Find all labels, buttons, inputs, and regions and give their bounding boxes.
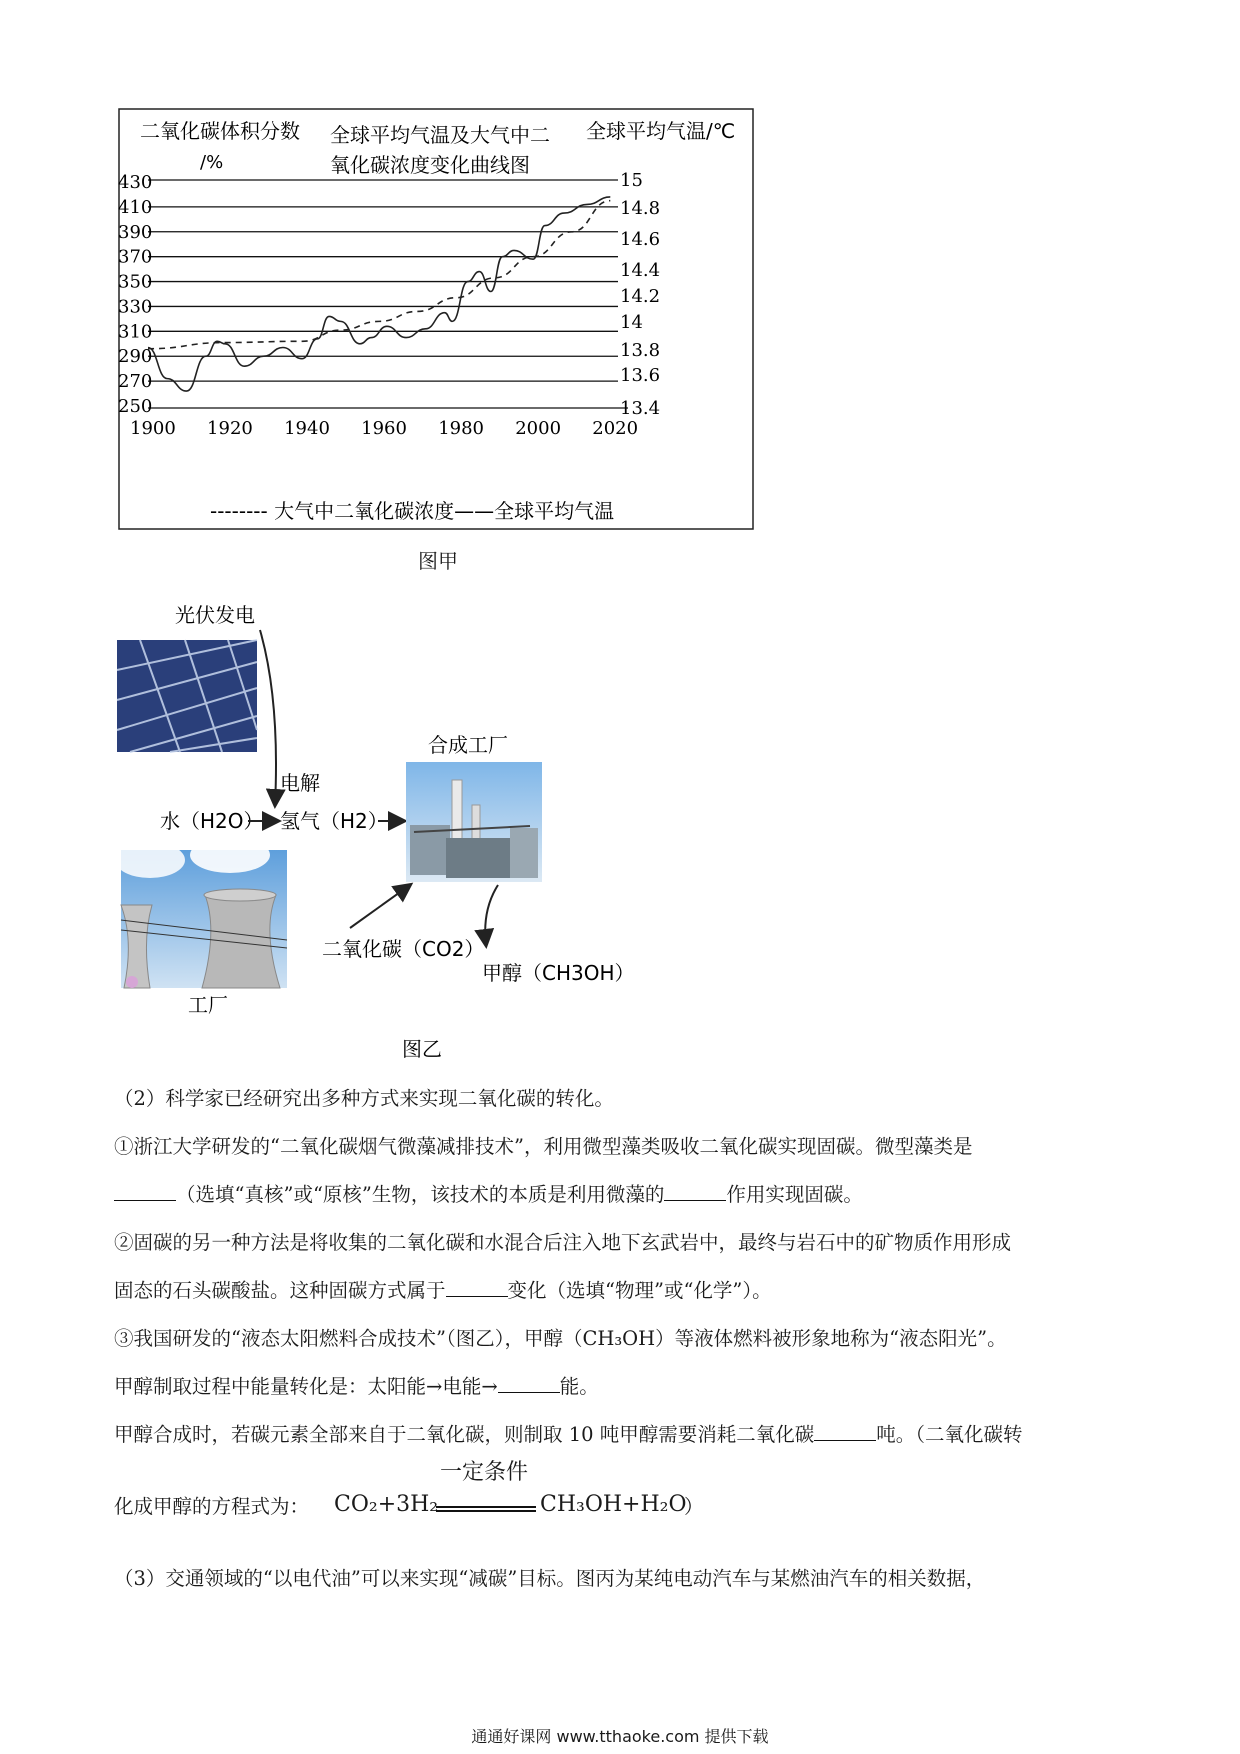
chart-title-line1: 全球平均气温及大气中二 <box>330 123 550 147</box>
paragraph-3-intro: （3）交通领域的“以电代油”可以来实现“减碳”目标。图丙为某纯电动汽车与某燃油汽车的相关数据， <box>114 1567 986 1590</box>
answer-blank-2[interactable] <box>664 1182 726 1201</box>
factory-cooling-tower-image <box>115 837 287 988</box>
left-tick-label: 410 <box>118 196 153 218</box>
paragraph-item-3-mass <box>114 1422 1124 1448</box>
plant-label: 合成工厂 <box>428 733 508 757</box>
chart-grid <box>148 180 628 408</box>
page-footer: 通通好课网 www.tthaoke.com 提供下载 <box>471 1727 769 1746</box>
right-tick-label: 13.8 <box>620 340 661 361</box>
right-tick-label: 14.8 <box>620 198 661 219</box>
answer-blank-4[interactable] <box>498 1374 560 1393</box>
x-tick-label: 1920 <box>207 418 253 439</box>
equation-line <box>114 1460 1124 1520</box>
right-tick-label: 14.6 <box>620 229 661 250</box>
pv-label: 光伏发电 <box>175 603 255 627</box>
electrolysis-label: 电解 <box>280 771 320 795</box>
left-tick-label: 430 <box>118 172 153 193</box>
right-tick-label: 14.2 <box>620 286 661 307</box>
left-tick-label: 370 <box>118 246 153 268</box>
right-tick-label: 15 <box>620 170 643 191</box>
figure-jia-caption: 图甲 <box>418 549 458 573</box>
right-tick-label: 13.6 <box>620 365 661 386</box>
co2-label: 二氧化碳（CO2） <box>322 937 485 961</box>
paragraph-item-3-energy <box>114 1374 1124 1400</box>
text-span: 甲醇合成时，若碳元素全部来自于二氧化碳，则制取 10 吨甲醇需要消耗二氧化碳 <box>114 1423 815 1446</box>
left-tick-label: 290 <box>118 346 153 368</box>
equation-products: CH₃OH+H₂O <box>540 1492 687 1517</box>
factory-label: 工厂 <box>188 993 228 1017</box>
figure-yi-diagram <box>110 600 670 1070</box>
x-tick-label: 1940 <box>284 418 330 439</box>
left-tick-label: 350 <box>118 271 153 293</box>
x-axis-ticks <box>130 418 638 439</box>
paragraph-item-2-cont <box>114 1278 1124 1304</box>
temperature-series <box>148 197 610 391</box>
pv-arrow <box>260 630 276 805</box>
paragraph-item-1: ①浙江大学研发的“二氧化碳烟气微藻减排技术”，利用微型藻类吸收二氧化碳实现固碳。微型藻类是 <box>114 1135 973 1158</box>
answer-blank-1[interactable] <box>114 1182 176 1201</box>
co2-arrow <box>350 885 410 928</box>
figure-yi-caption: 图乙 <box>402 1037 442 1061</box>
right-tick-label: 14.4 <box>620 260 661 281</box>
x-tick-label: 1960 <box>361 418 407 439</box>
methanol-label: 甲醇（CH3OH） <box>482 961 635 985</box>
answer-blank-5[interactable] <box>814 1422 876 1441</box>
text-span: （选填“真核”或“原核”生物，该技术的本质是利用微藻的 <box>176 1183 665 1206</box>
text-span: ） <box>684 1495 704 1518</box>
left-tick-label: 270 <box>118 371 153 393</box>
text-span: 能。 <box>559 1375 599 1398</box>
x-tick-label: 2020 <box>592 418 639 439</box>
paragraph-item-3: ③我国研发的“液态太阳燃料合成技术”（图乙），甲醇（CH₃OH）等液体燃料被形象地称为“液态阳光”。 <box>114 1327 1007 1350</box>
left-tick-label: 250 <box>118 396 153 417</box>
co2-concentration-series <box>148 201 610 349</box>
solar-panel-image <box>117 640 257 752</box>
chart-series <box>148 197 610 391</box>
right-tick-label: 14 <box>620 312 643 333</box>
left-axis-unit: /% <box>200 152 224 173</box>
paragraph-item-1-cont <box>114 1182 1124 1208</box>
equation-condition: 一定条件 <box>440 1460 529 1485</box>
paragraph-2-intro: （2）科学家已经研究出多种方式来实现二氧化碳的转化。 <box>114 1087 614 1110</box>
x-tick-label: 2000 <box>515 418 562 439</box>
chart-legend: -------- 大气中二氧化碳浓度——全球平均气温 <box>210 499 615 523</box>
text-span: 化成甲醇的方程式为： <box>114 1495 310 1518</box>
chart-title-line2: 氧化碳浓度变化曲线图 <box>330 153 530 177</box>
equation-sign <box>436 1506 536 1512</box>
x-tick-label: 1900 <box>130 418 176 439</box>
left-axis-label: 二氧化碳体积分数 <box>140 119 300 143</box>
methanol-arrow <box>485 885 498 945</box>
left-tick-label: 330 <box>118 296 153 318</box>
text-span: 甲醇制取过程中能量转化是：太阳能→电能→ <box>114 1375 498 1398</box>
left-tick-label: 390 <box>118 221 153 243</box>
left-axis-ticks <box>118 172 152 417</box>
left-tick-label: 310 <box>118 321 153 343</box>
x-tick-label: 1980 <box>438 418 485 439</box>
hydrogen-label: 氢气（H2） <box>280 809 388 833</box>
text-span: 变化（选填“物理”或“化学”）。 <box>507 1279 772 1302</box>
figure-jia-chart <box>118 108 754 534</box>
right-axis-ticks <box>620 170 660 419</box>
right-axis-label: 全球平均气温/℃ <box>586 119 736 143</box>
synthesis-plant-image <box>406 762 542 882</box>
water-label: 水（H2O） <box>160 809 264 833</box>
right-tick-label: 13.4 <box>620 398 661 419</box>
equation-reactants: CO₂+3H₂ <box>334 1492 439 1517</box>
text-span: 固态的石头碳酸盐。这种固碳方式属于 <box>114 1279 446 1302</box>
text-span: 作用实现固碳。 <box>726 1183 863 1206</box>
paragraph-item-2: ②固碳的另一种方法是将收集的二氧化碳和水混合后注入地下玄武岩中，最终与岩石中的矿物质作用形成 <box>114 1231 1012 1254</box>
answer-blank-3[interactable] <box>446 1278 508 1297</box>
text-span: 吨。（二氧化碳转 <box>876 1423 1023 1446</box>
